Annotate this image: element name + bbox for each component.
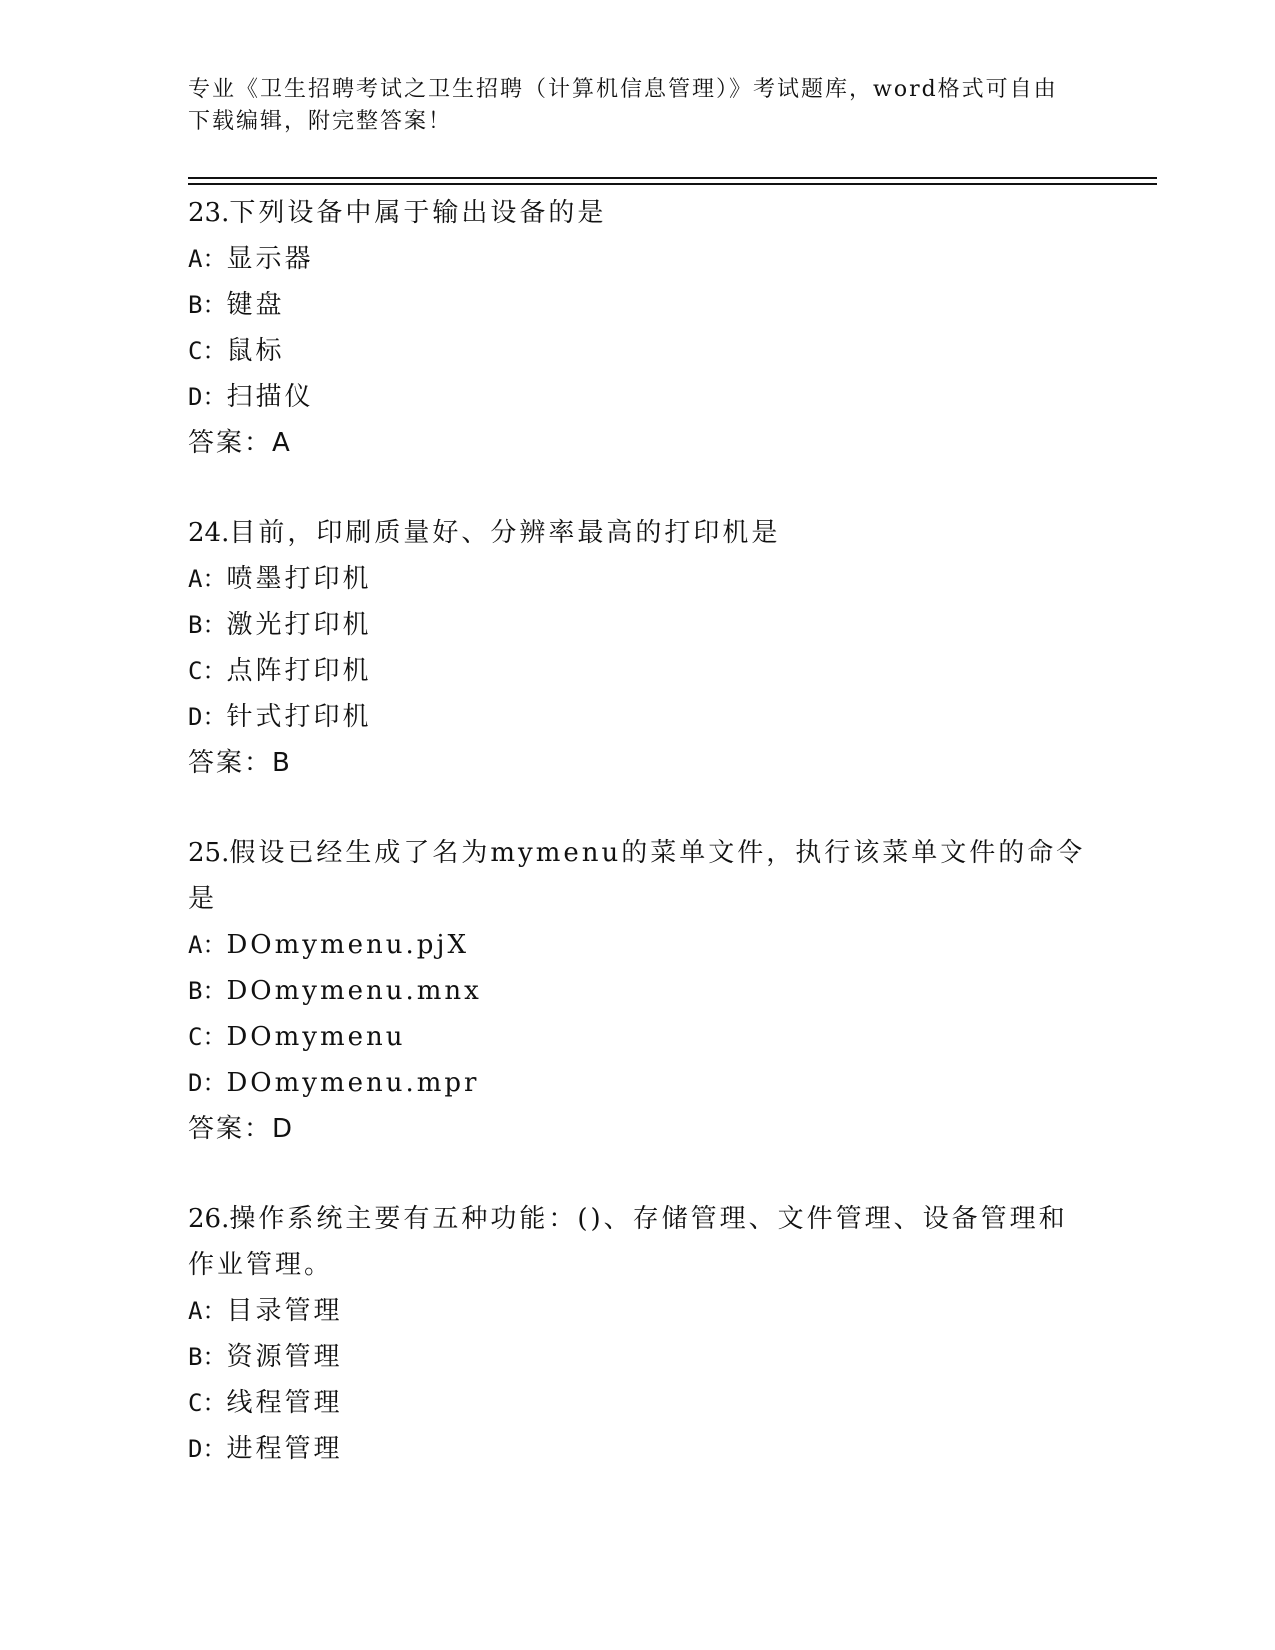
- option-text: DOmymenu: [226, 1022, 406, 1052]
- question-stem: [188, 510, 1088, 556]
- option-b: [188, 968, 1088, 1014]
- option-key: A：: [188, 245, 227, 273]
- option-text: DOmymenu.mnx: [226, 976, 482, 1006]
- option-text: 线程管理: [226, 1388, 343, 1418]
- answer-line: 答案：A: [188, 428, 292, 458]
- option-d: [188, 694, 1088, 740]
- question-text: 下列设备中属于输出设备的是: [229, 198, 607, 228]
- question-number: 24.: [188, 518, 230, 548]
- question-stem: [188, 830, 1088, 922]
- question-number: 26.: [188, 1204, 230, 1234]
- question-number: 25.: [188, 838, 230, 868]
- question-item: [188, 510, 1088, 786]
- option-key: D：: [188, 703, 227, 731]
- option-key: A：: [188, 1297, 227, 1325]
- question-text: 操作系统主要有五种功能：()、存储管理、文件管理、设备管理和作业管理。: [188, 1204, 1068, 1280]
- option-a: [188, 236, 1088, 282]
- option-a: [188, 556, 1088, 602]
- option-d: [188, 1060, 1088, 1106]
- option-key: A：: [188, 565, 227, 593]
- question-text: 假设已经生成了名为mymenu的菜单文件，执行该菜单文件的命令是: [188, 838, 1086, 914]
- question-item: [188, 190, 1088, 466]
- option-text: 进程管理: [226, 1434, 343, 1464]
- question-item: [188, 830, 1088, 1152]
- option-text: 喷墨打印机: [226, 564, 372, 594]
- option-text: 扫描仪: [226, 382, 314, 412]
- option-b: [188, 602, 1088, 648]
- option-a: [188, 1288, 1088, 1334]
- question-stem: [188, 1196, 1088, 1288]
- header-divider-line: [188, 183, 1157, 185]
- option-text: 目录管理: [226, 1296, 343, 1326]
- option-key: C：: [188, 337, 227, 365]
- question-stem: [188, 190, 1088, 236]
- option-text: 鼠标: [226, 336, 285, 366]
- option-key: D：: [188, 383, 227, 411]
- question-number: 23.: [188, 198, 230, 228]
- option-c: [188, 1014, 1088, 1060]
- option-key: C：: [188, 657, 227, 685]
- option-a: [188, 922, 1088, 968]
- option-b: [188, 1334, 1088, 1380]
- option-text: DOmymenu.mpr: [226, 1068, 480, 1098]
- question-text: 目前，印刷质量好、分辨率最高的打印机是: [229, 518, 781, 548]
- option-key: D：: [188, 1435, 227, 1463]
- option-c: [188, 328, 1088, 374]
- option-text: 键盘: [226, 290, 285, 320]
- question-item: [188, 1196, 1088, 1472]
- option-text: 资源管理: [226, 1342, 343, 1372]
- option-key: C：: [188, 1023, 227, 1051]
- option-d: [188, 1426, 1088, 1472]
- option-key: B：: [188, 1343, 227, 1371]
- option-text: DOmymenu.pjX: [226, 930, 469, 960]
- option-text: 针式打印机: [226, 702, 372, 732]
- document-header: 专业《卫生招聘考试之卫生招聘（计算机信息管理）》考试题库，word格式可自由下载编辑，附完整答案！: [188, 77, 1058, 134]
- header-divider-line: [188, 177, 1157, 179]
- option-key: D：: [188, 1069, 227, 1097]
- option-key: B：: [188, 291, 227, 319]
- answer-line: 答案：D: [188, 1114, 295, 1144]
- option-c: [188, 648, 1088, 694]
- question-list: [188, 190, 1088, 1516]
- option-text: 显示器: [226, 244, 314, 274]
- option-text: 点阵打印机: [226, 656, 372, 686]
- option-key: B：: [188, 611, 227, 639]
- answer-line: 答案：B: [188, 748, 292, 778]
- option-key: C：: [188, 1389, 227, 1417]
- option-key: B：: [188, 977, 227, 1005]
- option-c: [188, 1380, 1088, 1426]
- option-text: 激光打印机: [226, 610, 372, 640]
- option-key: A：: [188, 931, 227, 959]
- option-d: [188, 374, 1088, 420]
- option-b: [188, 282, 1088, 328]
